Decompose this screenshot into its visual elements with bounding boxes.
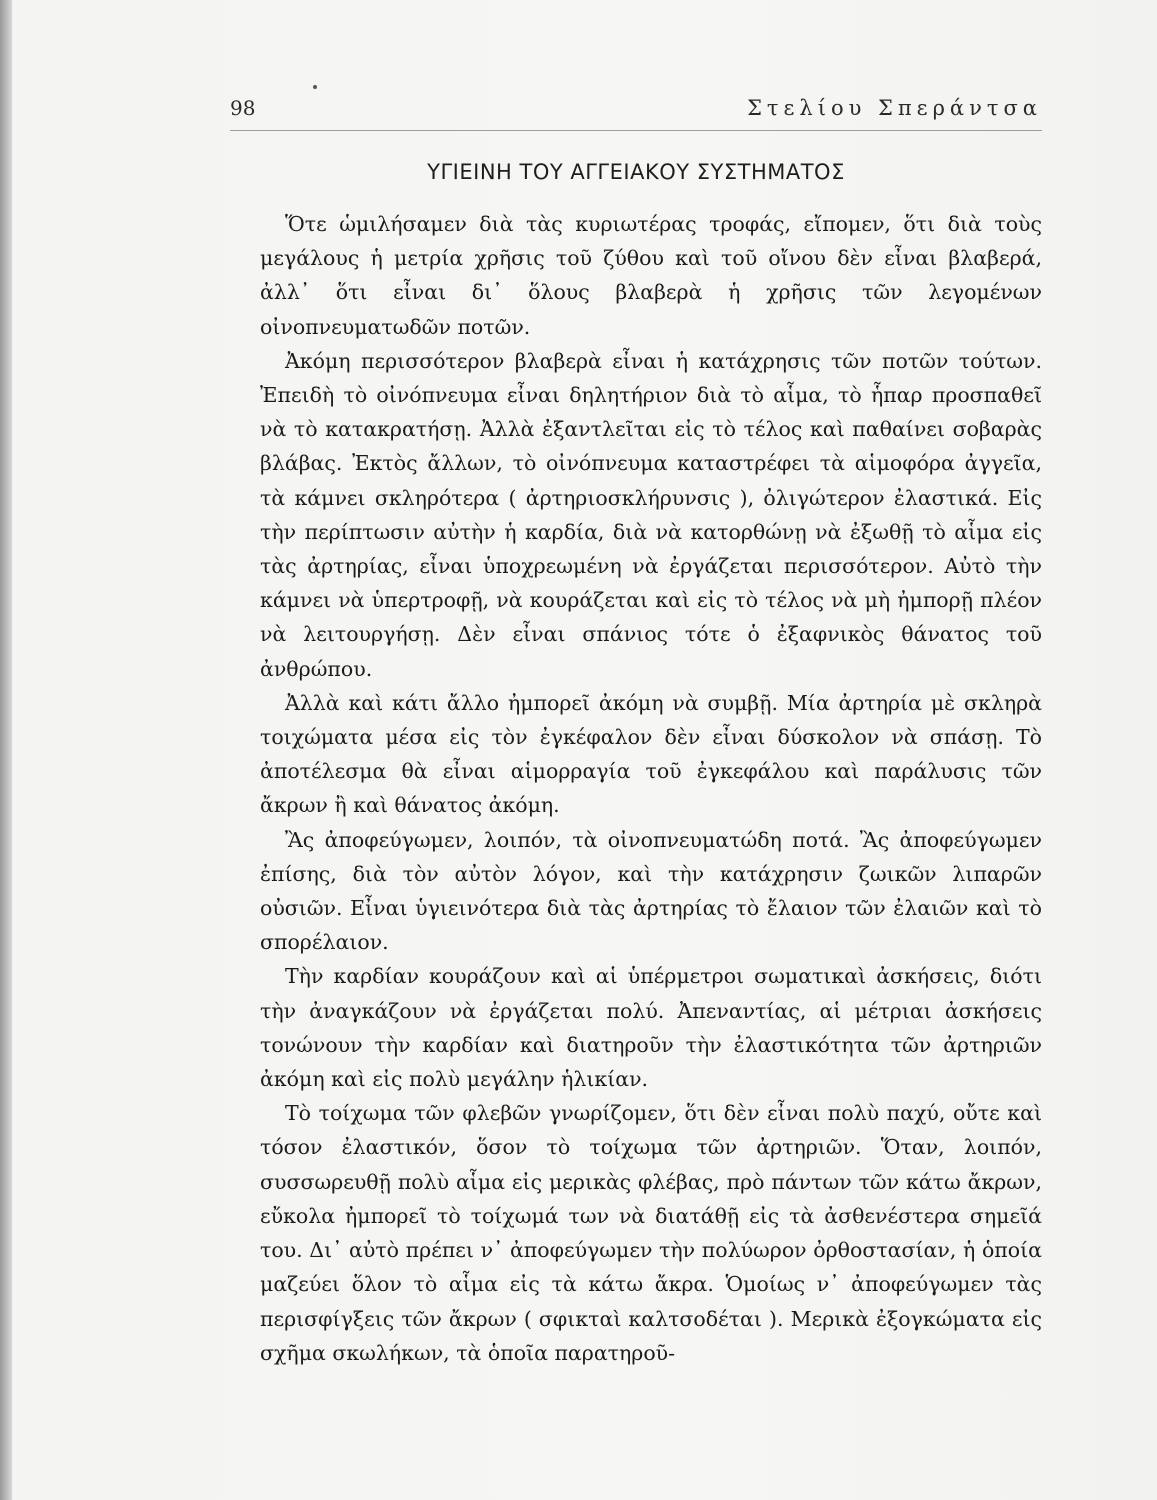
page-number: 98 (230, 96, 256, 120)
page-binding-edge (0, 0, 12, 1500)
body-text (260, 207, 1042, 1370)
paragraph: Τὴν καρδίαν κουράζουν καὶ αἱ ὑπέρμετροι σωματικαὶ ἀσκήσεις, διότι τὴν ἀναγκάζουν νὰ ἐργάζεται πολύ. Ἀπεναντίας, αἱ μέτριαι ἀσκήσεις τονώνουν τὴν καρδίαν καὶ διατηροῦν τὴν ἐλαστικότητα τῶν ἀρτηριῶν ἀκόμη καὶ εἰς πολὺ μεγάλην ἡλικίαν. (260, 964, 1042, 1092)
section-title: ΥΓΙΕΙΝΗ ΤΟΥ ΑΓΓΕΙΑΚΟΥ ΣΥΣΤΗΜΑΤΟΣ (427, 160, 845, 184)
paragraph: Ὅτε ὡμιλήσαμεν διὰ τὰς κυριωτέρας τροφάς, εἴπομεν, ὅτι διὰ τοὺς μεγάλους ἡ μετρία χρῆσις τοῦ ζύθου καὶ τοῦ οἴνου δὲν εἶναι βλαβερά, ἀλλ᾽ ὅτι εἶναι δι᾽ ὅλους βλαβερὰ ἡ χρῆσις τῶν λεγομένων οἰνοπνευματωδῶν ποτῶν. (260, 212, 1042, 339)
page-header (230, 96, 1042, 131)
paragraph: Ἂς ἀποφεύγωμεν, λοιπόν, τὰ οἰνοπνευματώδη ποτά. Ἂς ἀποφεύγωμεν ἐπίσης, διὰ τὸν αὐτὸν λόγον, καὶ τὴν κατάχρησιν ζωικῶν λιπαρῶν οὐσιῶν. Εἶναι ὑγιεινότερα διὰ τὰς ἀρτηρίας τὸ ἔλαιον τῶν ἐλαιῶν καὶ τὸ σπορέλαιον. (260, 827, 1042, 955)
paragraph: Ἀλλὰ καὶ κάτι ἄλλο ἠμπορεῖ ἀκόμη νὰ συμβῇ. Μία ἀρτηρία μὲ σκληρὰ τοιχώματα μέσα εἰς τὸν ἐγκέφαλον δὲν εἶναι δύσκολον νὰ σπάσῃ. Τὸ ἀποτέλεσμα θὰ εἶναι αἱμορραγία τοῦ ἐγκεφάλου καὶ παράλυσις τῶν ἄκρων ἢ καὶ θάνατος ἀκόμη. (260, 690, 1042, 818)
running-head-author: Στελίου Σπεράντσα (747, 96, 1042, 120)
paragraph: Ἀκόμη περισσότερον βλαβερὰ εἶναι ἡ κατάχρησις τῶν ποτῶν τούτων. Ἐπειδὴ τὸ οἰνόπνευμα εἶναι δηλητήριον διὰ τὸ αἷμα, τὸ ἧπαρ προσπαθεῖ νὰ τὸ κατακρατήσῃ. Ἀλλὰ ἐξαντλεῖται εἰς τὸ τέλος καὶ παθαίνει σοβαρὰς βλάβας. Ἐκτὸς ἄλλων, τὸ οἰνόπνευμα καταστρέφει τὰ αἱμοφόρα ἀγγεῖα, τὰ κάμνει σκληρότερα ( ἀρτηριοσκλήρυνσις ), ὀλιγώτερον ἐλαστικά. Εἰς τὴν περίπτωσιν αὐτὴν ἡ καρδία, διὰ νὰ κατορθώνῃ νὰ ἐξωθῇ τὸ αἷμα εἰς τὰς ἀρτηρίας, εἶναι ὑποχρεωμένη νὰ ἐργάζεται περισσότερον. Αὐτὸ τὴν κάμνει νὰ ὑπερτροφῇ, νὰ κουράζεται καὶ εἰς τὸ τέλος νὰ μὴ ἠμπορῇ πλέον νὰ λειτουργήσῃ. Δὲν εἶναι σπάνιος τότε ὁ ἐξαφνικὸς θάνατος τοῦ ἀνθρώπου. (260, 348, 1042, 681)
paragraph: Τὸ τοίχωμα τῶν φλεβῶν γνωρίζομεν, ὅτι δὲν εἶναι πολὺ παχύ, οὔτε καὶ τόσον ἐλαστικόν, ὅσον τὸ τοίχωμα τῶν ἀρτηριῶν. Ὅταν, λοιπόν, συσσωρευθῇ πολὺ αἷμα εἰς μερικὰς φλέβας, πρὸ πάντων τῶν κάτω ἄκρων, εὔκολα ἠμπορεῖ τὸ τοίχωμά των νὰ διατάθῇ εἰς τὰ ἀσθενέστερα σημεῖά του. Δι᾽ αὐτὸ πρέπει ν᾽ ἀποφεύγωμεν τὴν πολύωρον ὀρθοστασίαν, ἡ ὁποία μαζεύει ὅλον τὸ αἷμα εἰς τὰ κάτω ἄκρα. Ὁμοίως ν᾽ ἀποφεύγωμεν τὰς περισφίγξεις τῶν ἄκρων ( σφικταὶ καλτσοδέται ). Μερικὰ ἐξογκώματα εἰς σχῆμα σκωλήκων, τὰ ὁποῖα παρατηροῦ- (260, 1101, 1042, 1365)
scan-speck (313, 85, 317, 89)
